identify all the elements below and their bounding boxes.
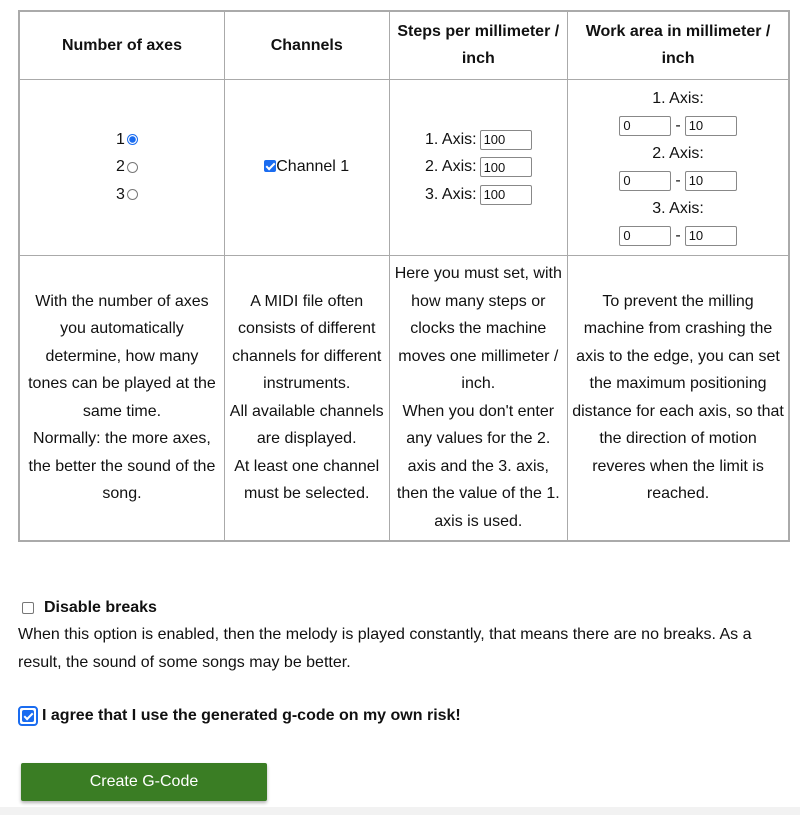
steps-cell bbox=[389, 79, 568, 255]
channels-description bbox=[224, 255, 389, 541]
work-area-axis-1-max-input[interactable] bbox=[685, 116, 737, 136]
steps-axis-3 bbox=[391, 181, 567, 209]
header-steps: Steps per millimeter / inch bbox=[389, 11, 568, 79]
channels-cell bbox=[224, 79, 389, 255]
axes-description bbox=[19, 255, 224, 541]
work-area-axis-1-min-input[interactable] bbox=[619, 116, 671, 136]
steps-axis-1 bbox=[391, 126, 567, 154]
channels-description-text: All available channels are displayed. bbox=[229, 402, 384, 448]
header-work-area: Work area in millimeter / inch bbox=[568, 11, 789, 79]
page-bottom-strip bbox=[0, 807, 800, 815]
channel-1-checkbox[interactable] bbox=[264, 160, 276, 172]
axes-option-label: 1 bbox=[116, 130, 125, 148]
controls-row bbox=[19, 79, 789, 255]
steps-axis-label: 1. Axis: bbox=[425, 130, 477, 148]
range-separator: - bbox=[675, 227, 681, 244]
range-separator: - bbox=[675, 117, 681, 134]
work-area-axis-3-max-input[interactable] bbox=[685, 226, 737, 246]
axes-cell bbox=[19, 79, 224, 255]
work-area-axis-3-range bbox=[569, 222, 787, 250]
work-area-axis-1-range bbox=[569, 112, 787, 140]
work-area-axis-1-label: 1. Axis: bbox=[652, 89, 704, 107]
agree-option[interactable] bbox=[18, 706, 461, 726]
header-channels: Channels bbox=[224, 11, 389, 79]
axes-radio-1[interactable] bbox=[127, 134, 138, 145]
steps-description bbox=[389, 255, 568, 541]
axes-description-text: With the number of axes you automatically determine, how many tones can be played at the same time. bbox=[28, 292, 216, 420]
steps-axis-2 bbox=[391, 153, 567, 181]
disable-breaks-checkbox[interactable] bbox=[22, 602, 34, 614]
work-area-cell bbox=[568, 79, 789, 255]
work-area-axis-2-label: 2. Axis: bbox=[652, 144, 704, 162]
range-separator: - bbox=[675, 172, 681, 189]
disable-breaks-option bbox=[18, 596, 788, 676]
axes-option-label: 3 bbox=[116, 185, 125, 203]
channel-1-label: Channel 1 bbox=[276, 158, 350, 176]
work-area-axis-3-min-input[interactable] bbox=[619, 226, 671, 246]
work-area-axis-2-range bbox=[569, 167, 787, 195]
disable-breaks-title: Disable breaks bbox=[44, 599, 157, 616]
description-row bbox=[19, 255, 789, 541]
table-header-row bbox=[19, 11, 789, 79]
agree-checkbox-focus[interactable] bbox=[18, 706, 38, 726]
steps-description-text: Here you must set, with how many steps or clocks the machine moves one millimeter / inch. bbox=[394, 265, 562, 393]
channels-description-text: At least one channel must be selected. bbox=[234, 457, 380, 503]
axes-option-3[interactable] bbox=[21, 181, 223, 209]
work-area-axis-2-min-input[interactable] bbox=[619, 171, 671, 191]
steps-description-text: When you don't enter any values for the 2. axis and the 3. axis, then the value of the 1. axis is used. bbox=[396, 402, 560, 530]
work-area-axis-2-max-input[interactable] bbox=[685, 171, 737, 191]
steps-axis-label: 3. Axis: bbox=[425, 185, 477, 203]
create-gcode-button[interactable]: Create G-Code bbox=[21, 763, 267, 801]
disable-breaks-description: When this option is enabled, then the melody is played constantly, that means there are no breaks. As a result, the sound of some songs may be better. bbox=[18, 626, 752, 671]
axes-option-1[interactable] bbox=[21, 126, 223, 154]
channels-description-text: A MIDI file often consists of different channels for different instruments. bbox=[232, 292, 382, 393]
steps-axis-1-input[interactable] bbox=[480, 130, 532, 150]
axes-description-text: Normally: the more axes, the better the sound of the song. bbox=[28, 430, 216, 503]
work-area-axis-3-label: 3. Axis: bbox=[652, 199, 704, 217]
axes-radio-2[interactable] bbox=[127, 162, 138, 173]
axes-option-2[interactable] bbox=[21, 153, 223, 181]
steps-axis-2-input[interactable] bbox=[480, 157, 532, 177]
steps-axis-3-input[interactable] bbox=[480, 185, 532, 205]
settings-table bbox=[18, 10, 790, 542]
work-area-description-text: To prevent the milling machine from crashing the axis to the edge, you can set the maximum positioning distance for each axis, so that the direction of motion reveres when the limit is reached. bbox=[572, 292, 784, 503]
agree-checkbox[interactable] bbox=[22, 710, 34, 722]
disable-breaks-toggle[interactable] bbox=[18, 596, 788, 620]
header-number-of-axes: Number of axes bbox=[19, 11, 224, 79]
axes-option-label: 2 bbox=[116, 158, 125, 176]
axes-radio-3[interactable] bbox=[127, 189, 138, 200]
steps-axis-label: 2. Axis: bbox=[425, 158, 477, 176]
agree-label: I agree that I use the generated g-code on my own risk! bbox=[42, 707, 461, 724]
work-area-description bbox=[568, 255, 789, 541]
